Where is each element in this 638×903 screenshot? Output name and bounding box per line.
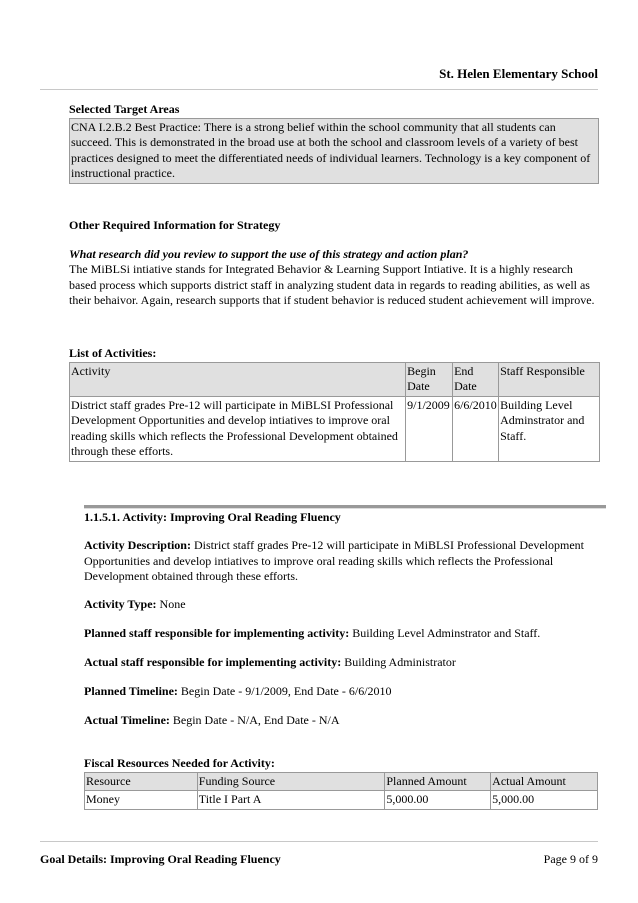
planned-timeline-value: Begin Date - 9/1/2009, End Date - 6/6/2010 <box>180 684 392 698</box>
activity-title <box>84 510 600 526</box>
col-header-end-date: End Date <box>453 362 499 396</box>
type-value: None <box>159 597 186 611</box>
fiscal-header-row <box>85 772 598 791</box>
footer-divider <box>40 841 598 842</box>
funding-source-cell: Title I Part A <box>197 791 385 810</box>
activity-type <box>84 597 600 613</box>
fiscal-table <box>84 772 598 810</box>
description-value: District staff grades Pre-12 will participate in MiBLSI Professional Development Opportunities and develop intiatives to improve oral reading skills which reflects the Professional Development obtained through these efforts. <box>84 538 585 583</box>
table-row <box>85 791 598 810</box>
activity-title-text: 1.1.5.1. Activity: Improving Oral Reading Fluency <box>84 510 341 524</box>
type-label: Activity Type: <box>84 597 157 611</box>
actual-staff-label: Actual staff responsible for implementing activity: <box>84 655 342 669</box>
planned-amount-cell: 5,000.00 <box>385 791 491 810</box>
target-areas-text: CNA I.2.B.2 Best Practice: There is a strong belief within the school community that all students can succeed. This is demonstrated in the broad use at both the school and classroom levels of a variety of best practices designed to meet the differentiated needs of individual learners. Technology is a key component of instructional practice. <box>69 118 599 184</box>
description-label: Activity Description: <box>84 538 191 552</box>
activity-cell: District staff grades Pre-12 will participate in MiBLSI Professional Development Opportunities and develop intiatives to improve oral reading skills which reflects the Professional Development obtained through these efforts. <box>70 396 406 461</box>
target-areas-section <box>69 102 599 184</box>
actual-amount-cell: 5,000.00 <box>491 791 598 810</box>
resource-cell: Money <box>85 791 198 810</box>
actual-timeline-label: Actual Timeline: <box>84 713 170 727</box>
other-info-section <box>69 218 599 309</box>
fiscal-section <box>84 756 600 810</box>
col-header-begin-date: Begin Date <box>406 362 453 396</box>
staff-cell: Building Level Adminstrator and Staff. <box>499 396 600 461</box>
research-question: What research did you review to support the use of this strategy and action plan? <box>69 246 469 261</box>
begin-date-cell: 9/1/2009 <box>406 396 453 461</box>
research-answer: The MiBLSi intiative stands for Integrated Behavior & Learning Support Intiative. It is a highly research based process which supports district staff in analyzing student data in regards to reading abilities, as well as their behaivor. Again, research supports that if student behavior is reduced student achievement will improve. <box>69 262 595 307</box>
activities-heading: List of Activities: <box>69 346 157 360</box>
col-header-actual-amount: Actual Amount <box>491 772 598 791</box>
planned-staff-label: Planned staff responsible for implementing activity: <box>84 626 350 640</box>
planned-staff-value: Building Level Adminstrator and Staff. <box>352 626 541 640</box>
col-header-resource: Resource <box>85 772 198 791</box>
other-info-heading: Other Required Information for Strategy <box>69 218 281 232</box>
actual-staff-value: Building Administrator <box>344 655 456 669</box>
table-row <box>70 396 600 461</box>
col-header-staff: Staff Responsible <box>499 362 600 396</box>
footer-page-number: Page 9 of 9 <box>543 852 598 866</box>
section-divider-shadow <box>84 508 606 509</box>
activity-description <box>84 538 600 585</box>
fiscal-heading: Fiscal Resources Needed for Activity: <box>84 756 275 770</box>
target-areas-heading: Selected Target Areas <box>69 102 180 116</box>
activities-header-row <box>70 362 600 396</box>
actual-timeline-value: Begin Date - N/A, End Date - N/A <box>172 713 340 727</box>
col-header-planned-amount: Planned Amount <box>385 772 491 791</box>
activities-table <box>69 362 600 462</box>
activities-section <box>69 346 599 462</box>
col-header-activity: Activity <box>70 362 406 396</box>
actual-staff <box>84 655 600 671</box>
planned-staff <box>84 626 600 642</box>
school-name-header: St. Helen Elementary School <box>439 66 598 81</box>
header-divider <box>40 89 598 90</box>
planned-timeline-label: Planned Timeline: <box>84 684 178 698</box>
col-header-funding-source: Funding Source <box>197 772 385 791</box>
footer-goal-title: Goal Details: Improving Oral Reading Fluency <box>40 852 281 866</box>
actual-timeline <box>84 713 600 729</box>
end-date-cell: 6/6/2010 <box>453 396 499 461</box>
planned-timeline <box>84 684 600 700</box>
